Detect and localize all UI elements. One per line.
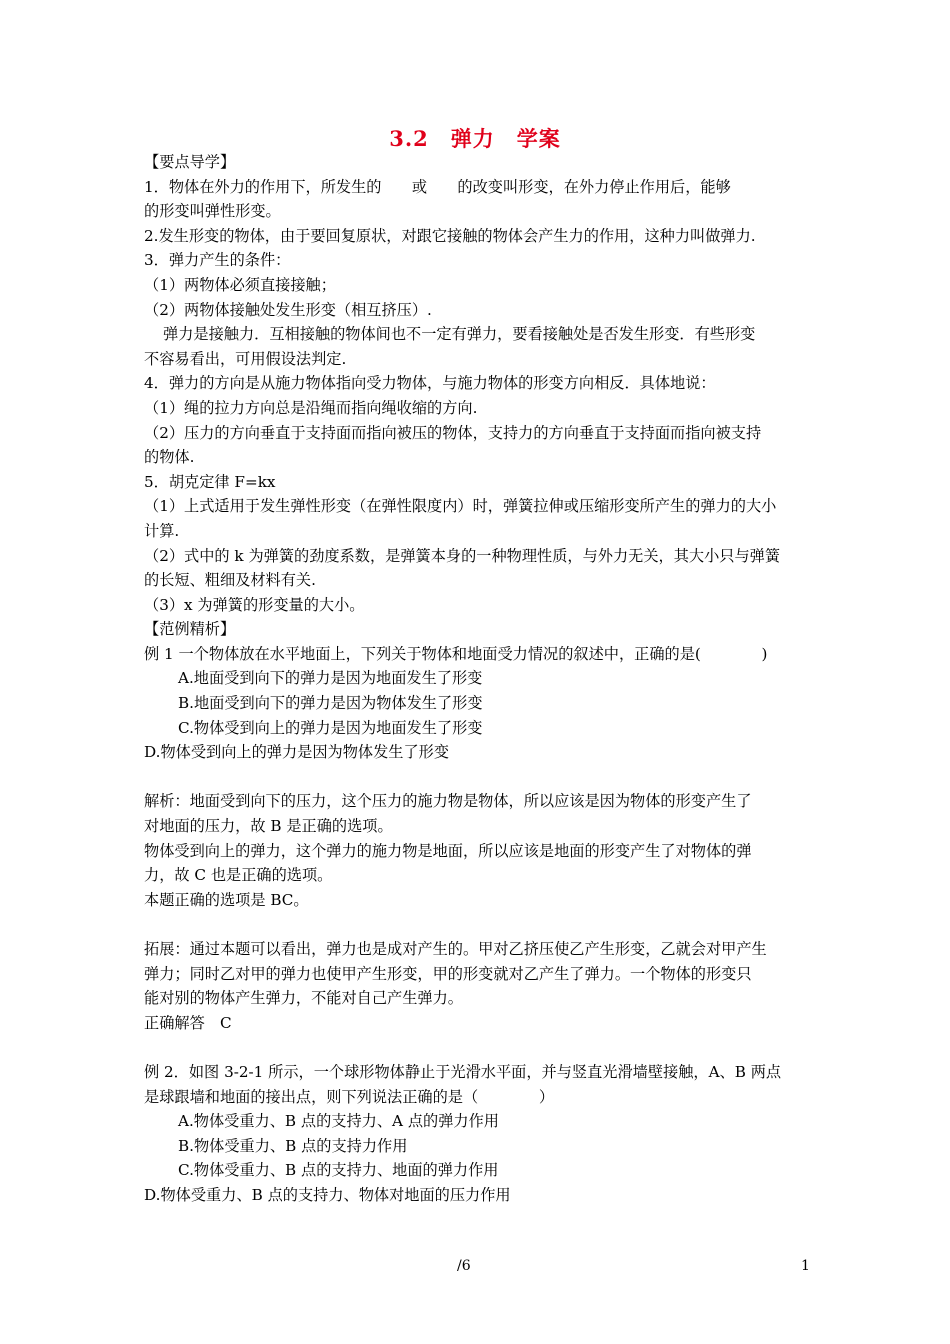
paragraph-line: 1．物体在外力的作用下，所发生的 或 的改变叫形变，在外力停止作用后，能够 (144, 177, 731, 196)
answer-option: C.物体受重力、B 点的支持力、地面的弹力作用 (178, 1161, 499, 1180)
question-stem: 例 1 一个物体放在水平地面上，下列关于物体和地面受力情况的叙述中，正确的是( ) (144, 644, 768, 663)
paragraph-line: （2）两物体接触处发生形变（相互挤压）. (144, 300, 432, 319)
paragraph-line: 3．弹力产生的条件： (144, 251, 291, 270)
paragraph-line: （2）压力的方向垂直于支持面而指向被压的物体，支持力的方向垂直于支持面而指向被支持 (144, 423, 762, 442)
paragraph-line: 不容易看出，可用假设法判定. (144, 349, 347, 368)
answer-option: C.物体受到向上的弹力是因为地面发生了形变 (178, 718, 483, 737)
question-stem: 例 2．如图 3-2-1 所示，一个球形物体静止于光滑水平面，并与竖直光滑墙壁接触，A、B 两点 (144, 1062, 782, 1081)
paragraph-line: 的形变叫弹性形变。 (144, 202, 281, 221)
paragraph-line: 弹力是接触力．互相接触的物体间也不一定有弹力，要看接触处是否发生形变．有些形变 (163, 325, 756, 344)
section-heading: 【范例精析】 (144, 620, 236, 639)
paragraph-line: 4．弹力的方向是从施力物体指向受力物体，与施力物体的形变方向相反．具体地说： (144, 374, 716, 393)
answer-option: A.地面受到向下的弹力是因为地面发生了形变 (178, 669, 483, 688)
page-number: 1 (801, 1258, 810, 1274)
paragraph-line: 的长短、粗细及材料有关. (144, 571, 316, 590)
document-title: 3.2 弹力 学案 (389, 126, 561, 151)
document-body (144, 150, 808, 1208)
answer-option: D.物体受重力、B 点的支持力、物体对地面的压力作用 (144, 1185, 511, 1204)
paragraph-line: （1）上式适用于发生弹性形变（在弹性限度内）时，弹簧拉伸或压缩形变所产生的弹力的大小 (144, 497, 777, 516)
paragraph-line: 2.发生形变的物体，由于要回复原状，对跟它接触的物体会产生力的作用，这种力叫做弹力. (144, 226, 756, 245)
paragraph-line: （2）式中的 k 为弹簧的劲度系数，是弹簧本身的一种物理性质，与外力无关，其大小只与弹簧 (144, 546, 781, 565)
page-count: /6 (457, 1258, 471, 1274)
answer-line: 正确解答 C (144, 1013, 232, 1032)
paragraph-line: 计算. (144, 521, 180, 540)
paragraph-line: 对地面的压力，故 B 是正确的选项。 (144, 817, 393, 836)
paragraph-line: （1）绳的拉力方向总是沿绳而指向绳收缩的方向. (144, 398, 478, 417)
paragraph-line: （3）x 为弹簧的形变量的大小。 (144, 595, 365, 614)
paragraph-line: 力，故 C 也是正确的选项。 (144, 866, 333, 885)
paragraph-line: 本题正确的选项是 BC。 (144, 890, 309, 909)
answer-option: B.地面受到向下的弹力是因为物体发生了形变 (178, 694, 483, 713)
paragraph-line: 拓展：通过本题可以看出，弹力也是成对产生的。甲对乙挤压使乙产生形变，乙就会对甲产生 (144, 940, 767, 958)
answer-option: A.物体受重力、B 点的支持力、A 点的弹力作用 (178, 1112, 499, 1131)
paragraph-line: 解析：地面受到向下的压力，这个压力的施力物是物体，所以应该是因为物体的形变产生了 (144, 792, 752, 811)
answer-option: B.物体受重力、B 点的支持力作用 (178, 1136, 408, 1155)
question-stem: 是球跟墙和地面的接出点，则下列说法正确的是（ ） (144, 1087, 555, 1106)
paragraph-line: 的物体. (144, 448, 195, 467)
paragraph-line: 能对别的物体产生弹力，不能对自己产生弹力。 (144, 989, 463, 1008)
paragraph-line: 物体受到向上的弹力，这个弹力的施力物是地面，所以应该是地面的形变产生了对物体的弹 (144, 841, 752, 860)
paragraph-line: 5．胡克定律 F=kx (144, 472, 276, 491)
answer-option: D.物体受到向上的弹力是因为物体发生了形变 (144, 743, 450, 762)
paragraph-line: 弹力；同时乙对甲的弹力也使甲产生形变，甲的形变就对乙产生了弹力。一个物体的形变只 (144, 964, 752, 983)
section-heading: 【要点导学】 (144, 153, 236, 171)
paragraph-line: （1）两物体必须直接接触； (144, 275, 336, 294)
